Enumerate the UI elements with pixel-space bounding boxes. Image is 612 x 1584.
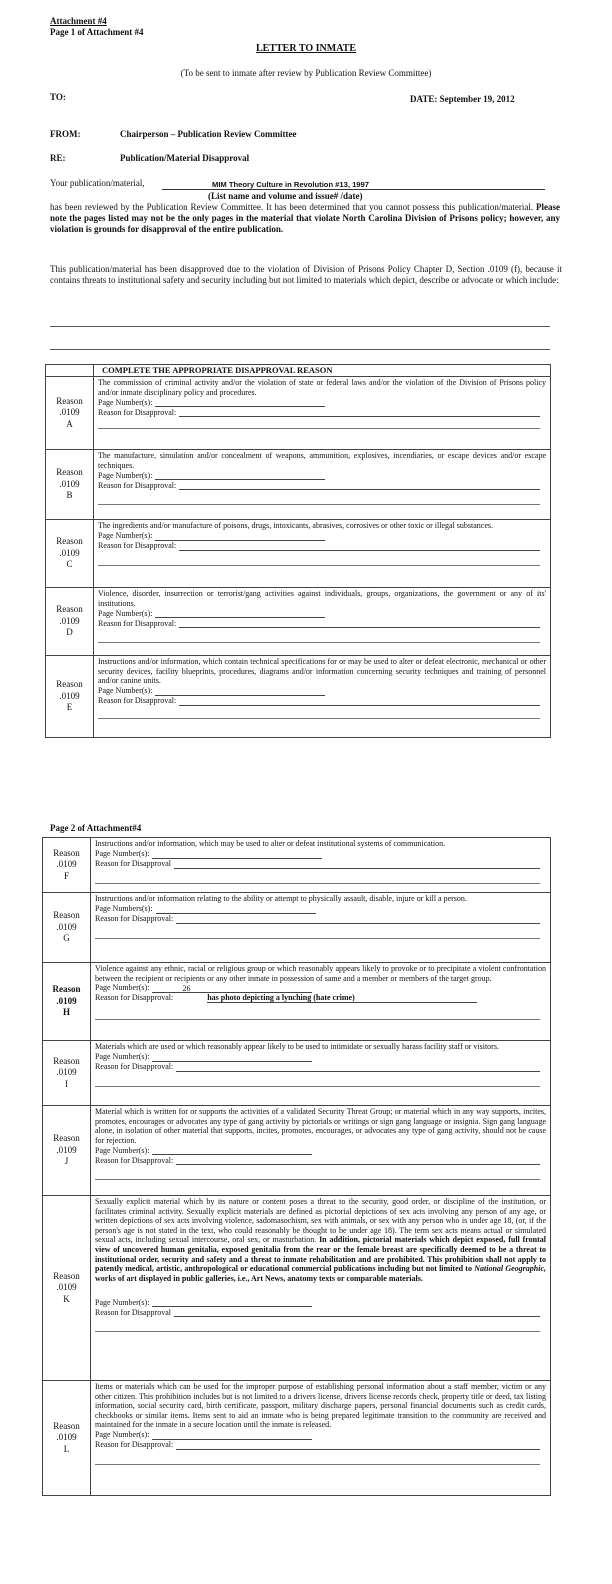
reason-code-a: Reason .0109 A — [46, 377, 94, 450]
reason-field-b[interactable] — [179, 480, 540, 490]
blank-line — [50, 349, 550, 350]
extra-line — [95, 1456, 540, 1465]
reason-row-d — [46, 588, 551, 656]
reason-label: Reason for Disapproval: — [98, 541, 177, 550]
reason-code-g: Reason .0109 G — [43, 893, 91, 963]
page-label: Page 1 of Attachment #4 — [50, 27, 144, 37]
reason-text-j: Material which is written for or supports the activities of a validated Security Threat Group; or material which in any way supports, incites, promotes, encourages or advocates any type of gang activity by pictorials or writings or sign gang language or insignia. Sign gang language alone, in isolation of other material that supports, incites, promotes, encourages, or advocates any type of gang activity, should not be cause for rejection. — [95, 1107, 546, 1145]
from-label: FROM: — [50, 129, 81, 139]
page-numbers-field-h[interactable]: 26 — [152, 984, 312, 993]
reason-field-i[interactable] — [176, 1062, 540, 1072]
table-header: COMPLETE THE APPROPRIATE DISAPPROVAL REASON — [94, 365, 551, 377]
reason-field-f[interactable] — [174, 859, 540, 869]
page-numbers-label: Page Number(s): — [95, 983, 150, 993]
page-numbers-field-g[interactable] — [156, 904, 316, 914]
extra-line — [98, 496, 540, 505]
publication-hint: (List name and volume and issue# /date) — [208, 191, 363, 201]
reason-body-f — [91, 838, 551, 893]
page-numbers-field-k[interactable] — [152, 1297, 312, 1307]
publication-value: MIM Theory Culture in Revolution #13, 1997 — [212, 180, 369, 189]
extra-line — [98, 420, 540, 429]
reason-row-e — [46, 656, 551, 738]
reason-code-k: Reason .0109 K — [43, 1196, 91, 1381]
page-numbers-label: Page Number(s): — [95, 849, 150, 858]
page-numbers-field-l[interactable] — [152, 1430, 312, 1440]
reason-field-h[interactable]: has photo depicting a lynching (hate crime) — [207, 993, 477, 1003]
reason-row-b — [46, 450, 551, 520]
page-numbers-label: Page Number(s): — [98, 608, 153, 618]
reason-body-g — [91, 893, 551, 963]
extra-line — [95, 1171, 540, 1180]
reason-text-b: The manufacture, simulation and/or concealment of weapons, ammunition, explosives, incendiaries, or escape devices and/or escape techniques. — [98, 451, 546, 470]
extra-line — [95, 1011, 540, 1020]
reason-row-g — [43, 893, 551, 963]
reason-text-d: Violence, disorder, insurrection or terrorist/gang activities against individuals, groups, organizations, the government or any of its' institutions. — [98, 589, 546, 608]
reason-text-i: Materials which are used or which reasonably appear likely to be used to intimidate or sexually harass facility staff or visitors. — [95, 1042, 499, 1051]
reason-field-g[interactable] — [176, 914, 540, 924]
reason-body-a — [94, 377, 551, 450]
page-numbers-label: Page Numbers(s): — [95, 904, 153, 913]
reason-row-i — [43, 1041, 551, 1106]
page-numbers-field-b[interactable] — [155, 470, 325, 480]
reason-code-f: Reason .0109 F — [43, 838, 91, 893]
page-numbers-label: Page Number(s): — [95, 1145, 150, 1155]
reason-body-j — [91, 1106, 551, 1196]
reason-code-h: Reason .0109 H — [43, 963, 91, 1041]
re-label: RE: — [50, 153, 66, 163]
page-numbers-field-i[interactable] — [152, 1052, 312, 1062]
reason-text-c: The ingredients and/or manufacture of poisons, drugs, intoxicants, abrasives, corrosives or other toxic or illegal substances. — [98, 521, 494, 530]
reason-row-f — [43, 838, 551, 893]
attachment-label: Attachment #4 — [50, 16, 107, 26]
extra-line — [98, 634, 540, 643]
reason-text-h: Violence against any ethnic, racial or religious group or which reasonably appears likely to provoke or to precipitate a violent confrontation between the recipient or recipients or any other inmate in possession of same and a member or members of the target group. — [95, 964, 546, 983]
page-2 — [0, 800, 612, 1584]
page-numbers-label: Page Number(s): — [98, 470, 153, 480]
reason-code-b: Reason .0109 B — [46, 450, 94, 520]
re-value: Publication/Material Disapproval — [120, 153, 250, 163]
page-numbers-field-c[interactable] — [155, 531, 325, 541]
reason-field-d[interactable] — [179, 618, 540, 628]
reason-row-h — [43, 963, 551, 1041]
reason-field-k[interactable] — [174, 1307, 540, 1317]
blank-line — [50, 326, 550, 327]
reason-body-i — [91, 1041, 551, 1106]
reason-code-l: Reason .0109 L — [43, 1381, 91, 1496]
review-paragraph — [50, 202, 560, 235]
reason-body-b — [94, 450, 551, 520]
reason-row-l — [43, 1381, 551, 1496]
letter-subtitle: (To be sent to inmate after review by Publication Review Committee) — [180, 68, 432, 78]
reason-text-k: Sexually explicit material which by its nature or content poses a threat to the security, good order, or discipline of the institution, or facilitates criminal activity. Sexually explicit materials are defined as pictorial depictions of sex acts involving any person of any age, or written depictions of sex acts involving violence, sadomasochism, sex with animals, or sex with any person who is under age 18, (or, if the person's age is not stated in the text, who could reasonably be thought to be under age 18). The term sex acts means actual or simulated sexual acts, including sexual intercourse, oral sex, or masturbation. In addition, pictorial materials which depict exposed, full frontal view of uncovered human genitalia, exposed genitalia from the rear or the female breast are specifically deemed to be a threat to institutional order, security and safety and a threat to inmate rehabilitation and are prohibited. This prohibition shall not apply to patently medical, artistic, anthropological or educational commercial publications including but not limited to National Geographic, works of art displayed in public galleries, i.e., Art News, anatomy texts or comparable materials. — [95, 1197, 547, 1283]
review-text: has been reviewed by the Publication Review Committee. It has been determined that you cannot possess this publication/material. — [50, 202, 534, 212]
extra-line — [95, 1078, 540, 1087]
reason-label: Reason for Disapproval — [95, 1307, 171, 1317]
publication-field — [162, 178, 545, 190]
page-numbers-label: Page Number(s): — [95, 1297, 150, 1307]
to-label: TO: — [50, 92, 66, 102]
page-numbers-field-a[interactable] — [155, 397, 325, 407]
reason-code-d: Reason .0109 D — [46, 588, 94, 656]
extra-line — [95, 1323, 540, 1332]
page-numbers-label: Page Number(s): — [98, 397, 153, 407]
reason-body-l — [91, 1381, 551, 1496]
page-1 — [0, 0, 612, 770]
publication-label: Your publication/material, — [50, 178, 145, 188]
reason-body-k — [91, 1196, 551, 1381]
disapproval-table-1 — [45, 364, 551, 738]
reason-code-i: Reason .0109 I — [43, 1041, 91, 1106]
reason-row-j — [43, 1106, 551, 1196]
reason-code-j: Reason .0109 J — [43, 1106, 91, 1196]
reason-body-c — [94, 520, 551, 588]
disapproval-table-2 — [42, 837, 551, 1496]
policy-paragraph: This publication/material has been disapproved due to the violation of Division of Prisons Policy Chapter D, Section .0109 (f), because it contains threats to institutional safety and security including but not limited to materials which depict, describe or advocate or which include: — [50, 264, 562, 285]
page-numbers-label: Page Number(s): — [98, 686, 153, 696]
reason-label: Reason for Disapproval: — [98, 696, 177, 706]
extra-line — [95, 875, 540, 884]
reason-field-a[interactable] — [179, 407, 540, 417]
reason-body-h — [91, 963, 551, 1041]
review-warning: Please note the pages listed may not be the only pages in the material that violate North Carolina Division of Prisons policy; however, any violation is grounds for disapproval of the entire publication. — [50, 202, 561, 234]
extra-line — [98, 557, 540, 566]
reason-label: Reason for Disapproval: — [95, 993, 174, 1003]
reason-row-k — [43, 1196, 551, 1381]
reason-body-e — [94, 656, 551, 738]
extra-line — [95, 930, 540, 939]
letter-date: DATE: September 19, 2012 — [410, 94, 515, 104]
reason-text-a: The commission of criminal activity and/or the violation of state or federal laws and/or the violation of the Division of Prisons policy and/or inmate disciplinary policy and procedures. — [98, 378, 546, 397]
reason-field-e[interactable] — [179, 696, 540, 706]
reason-label: Reason for Disapproval: — [95, 914, 174, 923]
reason-code-c: Reason .0109 C — [46, 520, 94, 588]
page-numbers-label: Page Number(s): — [95, 1052, 150, 1061]
reason-label: Reason for Disapproval: — [98, 618, 177, 628]
page-numbers-field-d[interactable] — [155, 608, 325, 618]
page-label-2: Page 2 of Attachment#4 — [50, 823, 142, 833]
extra-line — [98, 710, 540, 719]
reason-label: Reason for Disapproval: — [95, 1062, 174, 1071]
reason-label: Reason for Disapproval: — [98, 407, 177, 417]
reason-label: Reason for Disapproval — [95, 859, 171, 868]
reason-row-c — [46, 520, 551, 588]
reason-text-g: Instructions and/or information relating to the ability or attempt to physically assault, disable, injure or kill a person. — [95, 894, 467, 903]
reason-text-l: Items or materials which can be used for the improper purpose of establishing personal information about a staff member, victim or any other citizen. This prohibition includes but is not limited to a drivers license, drivers license records check, property title or deed, tax listing information, social security card, birth certificate, passport, military discharge papers, personal financial documents such as credit cards, checkbooks or similar items. Items sent to aid an inmate who is being prepared legitimate transition to the community are received and maintained for the inmate in a secure location until the inmate is released. — [95, 1382, 546, 1430]
reason-label: Reason for Disapproval: — [98, 480, 177, 490]
page-numbers-label: Page Number(s): — [98, 531, 153, 540]
reason-body-d — [94, 588, 551, 656]
page-numbers-field-f[interactable] — [152, 849, 322, 859]
reason-text-f: Instructions and/or information, which may be used to alter or defeat institutional systems of communication. — [95, 839, 446, 848]
reason-label: Reason for Disapproval: — [95, 1155, 174, 1165]
page-numbers-field-e[interactable] — [155, 686, 325, 696]
reason-field-l[interactable] — [176, 1440, 540, 1450]
reason-text-e: Instructions and/or information, which contain technical specifications for or may be used to alter or defeat electronic, mechanical or other security devices, facility blueprints, procedures, diagrams and/or information concerning security techniques and training of personnel and/or canine units. — [98, 657, 546, 686]
reason-row-a — [46, 377, 551, 450]
reason-field-c[interactable] — [179, 541, 540, 551]
letter-title: LETTER TO INMATE — [255, 43, 357, 54]
page-numbers-field-j[interactable] — [152, 1145, 312, 1155]
page-gap — [0, 770, 612, 800]
reason-code-e: Reason .0109 E — [46, 656, 94, 738]
reason-label: Reason for Disapproval: — [95, 1440, 174, 1450]
page-numbers-label: Page Number(s): — [95, 1430, 150, 1440]
from-value: Chairperson – Publication Review Committee — [120, 129, 297, 139]
reason-field-j[interactable] — [176, 1155, 540, 1165]
